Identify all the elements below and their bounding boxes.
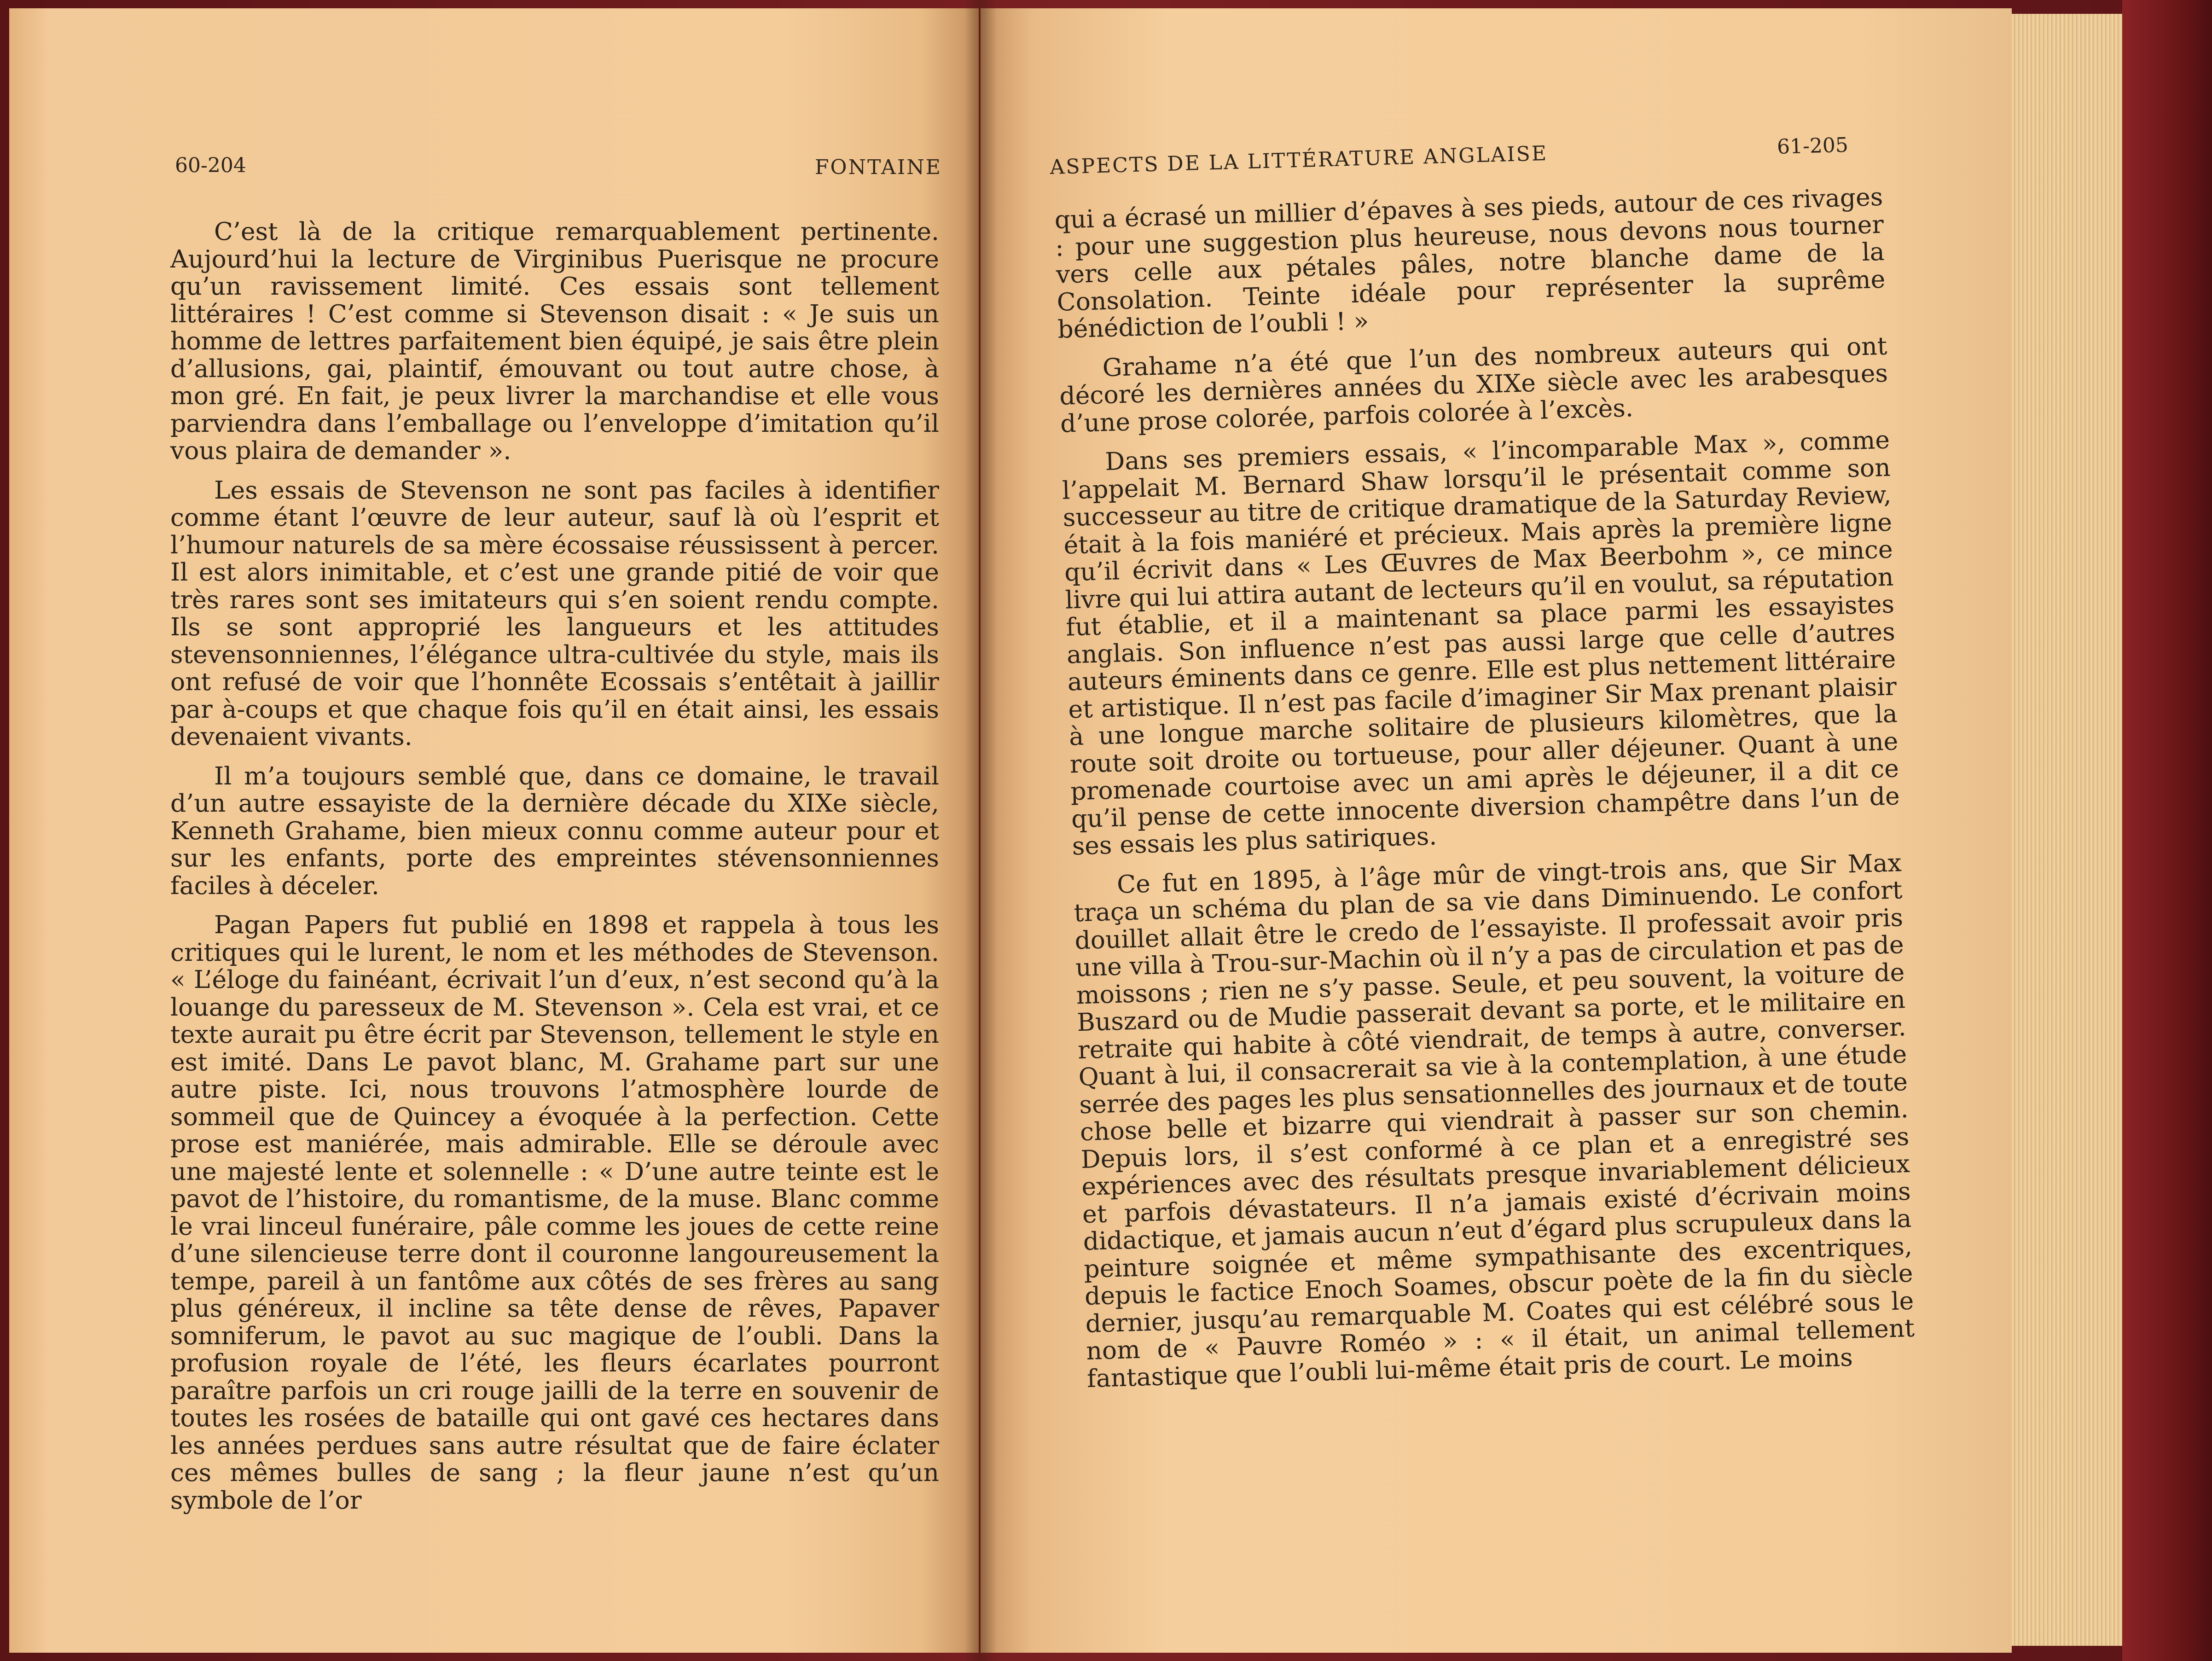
- right-paragraph-4: Ce fut en 1895, à l’âge mûr de vingt-trois ans, que Sir Max traça un schéma du plan de sa vie dans Diminuendo. Le confort douillet allait être le credo de l’essayiste. Il professait avoir pris une villa à Trou-sur-Machin où il n’y a pas de circulation et pas de moissons ; rien ne s’y passe. Seule, et peu souvent, la voiture de Buszard ou de Mudie passerait devant sa porte, et le militaire en retraite qui habite à côté viendrait, de temps à autre, converser. Quant à lui, il consacrerait sa vie à la contemplation, à une étude serrée des pages les plus sensationnelles des journaux et de toute chose belle et bizarre qui viendrait à passer sur son chemin. Depuis lors, il s’est conformé à ce plan et a enregistré ses expériences avec des résultats presque invariablement délicieux et parfois dévastateurs. Il n’a jamais existé d’écrivain moins didactique, et jamais aucun n’eut d’égard plus scrupuleux dans la peinture soignée et même sympathisante des excentriques, depuis le factice Enoch Soames, obscur poète de la fin du siècle dernier, jusqu’au remarquable M. Coates qui est célébré sous le nom de « Pauvre Roméo » : « il était, un animal tellement fantastique que l’oubli lui-même était pris de court. Le moins: [1073, 848, 1915, 1393]
- right-paragraph-1: qui a écrasé un millier d’épaves à ses pieds, autour de ces rivages : pour une suggestion plus heureuse, nous devons nous tourner vers celle aux pétales pâles, notre blanche dame de la Consolation. Teinte idéale pour représenter la suprême bénédiction de l’oubli ! »: [1054, 182, 1886, 344]
- page-edges: [2012, 14, 2122, 1646]
- left-body-text: [170, 218, 939, 1514]
- left-running-head: FONTAINE: [815, 156, 942, 179]
- right-running-head: ASPECTS DE LA LITTÉRATURE ANGLAISE: [1050, 141, 1548, 179]
- left-page: [9, 8, 979, 1653]
- left-folio: 60-204: [175, 154, 246, 177]
- left-paragraph-4: Pagan Papers fut publié en 1898 et rappela à tous les critiques qui le lurent, le nom et les méthodes de Stevenson. « L’éloge du fainéant, écrivait l’un d’eux, n’est second qu’à la louange du paresseux de M. Stevenson ». Cela est vrai, et ce texte aurait pu être écrit par Stevenson, tellement le style en est imité. Dans Le pavot blanc, M. Grahame part sur une autre piste. Ici, nous trouvons l’atmosphère lourde de sommeil que de Quincey a évoquée à la perfection. Cette prose est maniérée, mais admirable. Elle se déroule avec une majesté lente et solennelle : « D’une autre teinte est le pavot de l’histoire, du romantisme, de la muse. Blanc comme le vrai linceul funéraire, pâle comme les joues de cette reine d’une silencieuse terre dont il couronne langoureusement la tempe, pareil à un fantôme aux côtés de ses frères au sang plus généreux, il incline sa tête dense de rêves, Papaver somniferum, le pavot au suc magique de l’oubli. Dans la profusion royale de l’été, les fleurs écarlates pourront paraître parfois un cri rouge jailli de la terre en souvenir de toutes les rosées de bataille qui ont gavé ces hectares dans les années perdues sans autre résultat que de faire éclater ces mêmes bulles de sang ; la fleur jaune n’est qu’un symbole de l’or: [170, 910, 939, 1515]
- book-cover-edge: [2122, 0, 2212, 1661]
- right-folio: 61-205: [1777, 133, 1849, 159]
- right-page: [981, 8, 2012, 1653]
- left-paragraph-3: Il m’a toujours semblé que, dans ce domaine, le travail d’un autre essayiste de la dernière décade du XIXe siècle, Kenneth Grahame, bien mieux connu comme auteur pour et sur les enfants, porte des empreintes stévensonniennes faciles à déceler.: [170, 761, 939, 900]
- left-paragraph-2: Les essais de Stevenson ne sont pas faciles à identifier comme étant l’œuvre de leur auteur, sauf là où l’esprit et l’humour naturels de sa mère écossaise réussissent à percer. Il est alors inimitable, et c’est une grande pitié de voir que très rares sont ses imitateurs qui s’en soient rendu compte. Ils se sont approprié les langueurs et les attitudes stevensonniennes, l’élégance ultra-cultivée du style, mais ils ont refusé de voir que l’honnête Ecossais s’entêtait à jaillir par à-coups et que chaque fois qu’il en était ainsi, les essais devenaient vivants.: [170, 475, 939, 751]
- right-header: [1050, 133, 1878, 179]
- right-paragraph-2: Grahame n’a été que l’un des nombreux auteurs qui ont décoré les dernières années du XIXe siècle avec les arabesques d’une prose colorée, parfois colorée à l’excès.: [1059, 331, 1888, 438]
- book-gutter-shadow: [964, 0, 997, 1661]
- left-paragraph-1: C’est là de la critique remarquablement pertinente. Aujourd’hui la lecture de Virginibus Puerisque ne procure qu’un ravissement limité. Ces essais sont tellement littéraires ! C’est comme si Stevenson disait : « Je suis un homme de lettres parfaitement bien équipé, je sais être plein d’allusions, gai, plaintif, émouvant ou tout autre chose, à mon gré. En fait, je peux livrer la marchandise et elle vous parviendra dans l’emballage ou l’enveloppe d’imitation qu’il vous plaira de demander ».: [170, 217, 939, 465]
- right-paragraph-3: Dans ses premiers essais, « l’incomparable Max », comme l’appelait M. Bernard Shaw lorsqu’il le présentait comme son successeur au titre de critique dramatique de la Saturday Review, était à la fois maniéré et précieux. Mais après la première ligne qu’il écrivit dans « Les Œuvres de Max Beerbohm », ce mince livre qui lui attira autant de lecteurs qu’il en voulut, sa réputation fut établie, et il a maintenant sa place parmi les essayistes anglais. Son influence n’est pas aussi large que celle d’autres auteurs éminents dans ce genre. Elle est plus nettement littéraire et artistique. Il n’est pas facile d’imaginer Sir Max prenant plaisir à une longue marche solitaire de plusieurs kilomètres, que la route soit droite ou tortueuse, pour aller déjeuner. Quant à une promenade courtoise avec un ami après le déjeuner, il a dit ce qu’il pense de cette innocente diversion champêtre dans l’un de ses essais les plus satiriques.: [1062, 425, 1900, 861]
- right-body-text: [1054, 183, 1916, 1392]
